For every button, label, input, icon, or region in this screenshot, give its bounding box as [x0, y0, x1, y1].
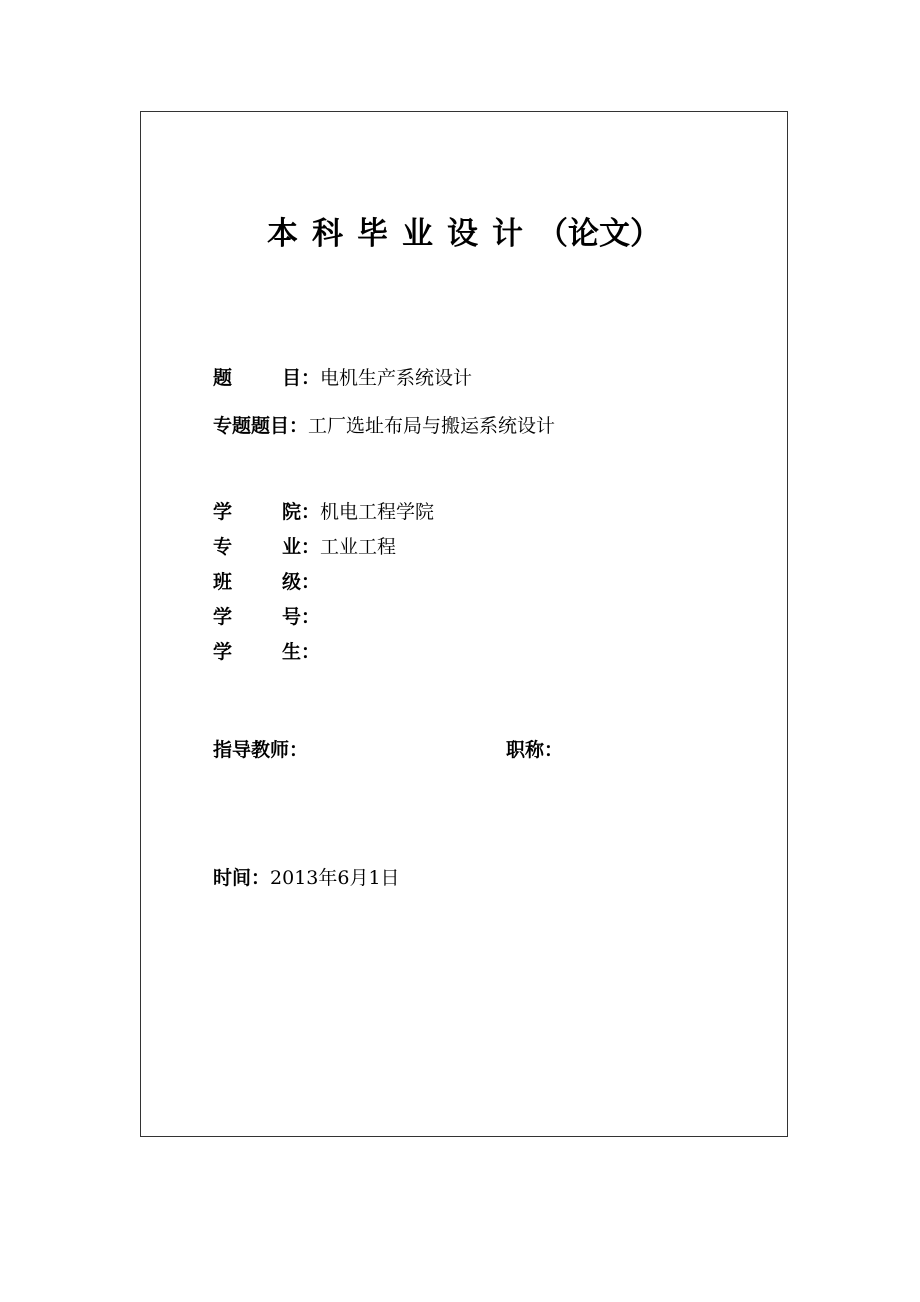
- topic-colon: ：: [301, 367, 321, 389]
- college-colon: ：: [301, 501, 321, 523]
- class-label: [213, 568, 301, 596]
- class-label-char-1: 班: [213, 571, 233, 593]
- topic-value: 电机生产系统设计: [320, 367, 473, 389]
- college-label-char-2: 院: [281, 501, 301, 523]
- date-row: [213, 864, 400, 892]
- major-label: [213, 533, 301, 561]
- student-id-colon: ：: [301, 606, 321, 628]
- special-topic-label: 专题题目: [213, 415, 290, 437]
- date-colon: ：: [251, 867, 271, 889]
- major-row: [213, 533, 396, 561]
- advisor-row: [213, 736, 308, 764]
- date-value: 2013年6月1日: [270, 867, 400, 889]
- college-label-char-1: 学: [213, 501, 233, 523]
- page-title: [140, 212, 788, 256]
- advisor-colon: ：: [289, 739, 309, 761]
- advisor-title-row: [506, 736, 563, 764]
- special-topic-colon: ：: [289, 415, 309, 437]
- advisor-label: 指导教师: [213, 739, 290, 761]
- student-id-label-char-2: 号: [281, 606, 301, 628]
- major-colon: ：: [301, 536, 321, 558]
- title-main: 本科毕业设计: [267, 216, 537, 252]
- topic-label: [213, 364, 301, 392]
- title-suffix: （论文）: [537, 216, 661, 252]
- college-row: [213, 498, 434, 526]
- class-label-char-2: 级: [281, 571, 301, 593]
- special-topic-row: [213, 412, 555, 440]
- student-label: [213, 638, 301, 666]
- major-value: 工业工程: [320, 536, 397, 558]
- college-label: [213, 498, 301, 526]
- topic-label-char-1: 题: [213, 367, 233, 389]
- student-label-char-1: 学: [213, 641, 233, 663]
- date-label: 时间: [213, 867, 252, 889]
- class-colon: ：: [301, 571, 321, 593]
- student-row: [213, 638, 320, 666]
- major-label-char-1: 专: [213, 536, 233, 558]
- topic-label-char-2: 目: [281, 367, 301, 389]
- student-id-label-char-1: 学: [213, 606, 233, 628]
- college-value: 机电工程学院: [320, 501, 435, 523]
- student-label-char-2: 生: [281, 641, 301, 663]
- student-id-row: [213, 603, 320, 631]
- advisor-title-colon: ：: [544, 739, 564, 761]
- major-label-char-2: 业: [281, 536, 301, 558]
- topic-row: [213, 364, 472, 392]
- special-topic-value: 工厂选址布局与搬运系统设计: [308, 415, 556, 437]
- class-row: [213, 568, 320, 596]
- student-id-label: [213, 603, 301, 631]
- advisor-title-label: 职称: [506, 739, 545, 761]
- student-colon: ：: [301, 641, 321, 663]
